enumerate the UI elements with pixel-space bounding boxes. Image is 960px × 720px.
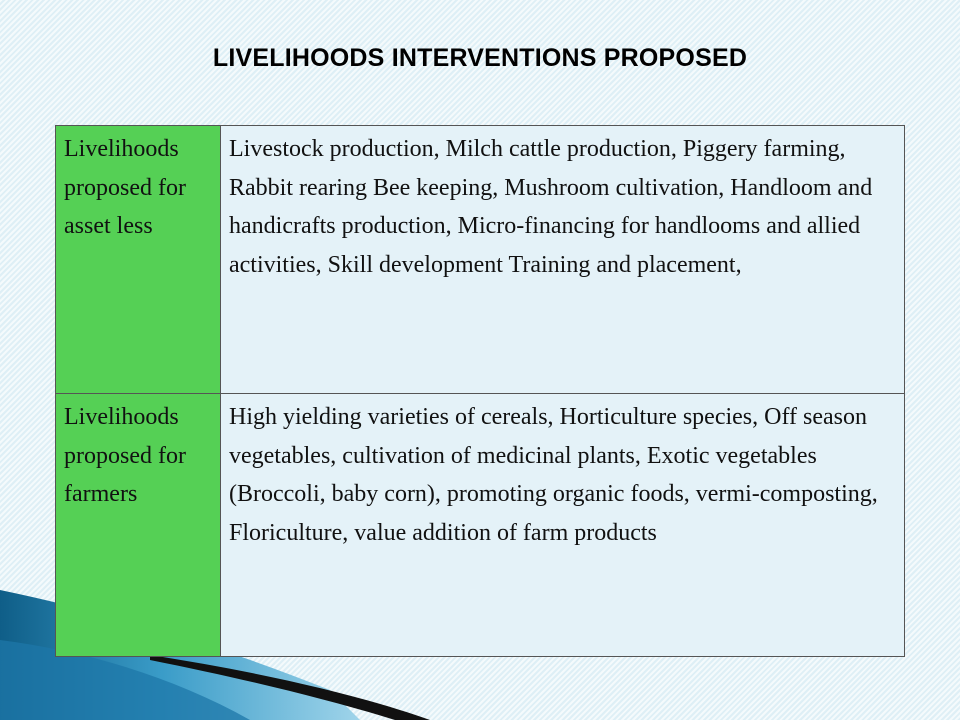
row-label-farmers: Livelihoods proposed for farmers bbox=[56, 394, 221, 657]
row-label-asset-less: Livelihoods proposed for asset less bbox=[56, 126, 221, 394]
table-row-asset-less bbox=[56, 126, 905, 394]
table-row-farmers bbox=[56, 394, 905, 657]
livelihoods-table bbox=[55, 125, 905, 657]
slide-title: LIVELIHOODS INTERVENTIONS PROPOSED bbox=[212, 44, 748, 72]
row-content-farmers: High yielding varieties of cereals, Horticulture species, Off season vegetables, cultivation of medicinal plants, Exotic vegetables (Broccoli, baby corn), promoting organic foods, vermi-composting, Floriculture, value addition of farm products bbox=[221, 394, 905, 657]
row-content-asset-less: Livestock production, Milch cattle production, Piggery farming, Rabbit rearing Bee keeping, Mushroom cultivation, Handloom and handicrafts production, Micro-financing for handlooms and allied activities, Skill development Training and placement, bbox=[221, 126, 905, 394]
